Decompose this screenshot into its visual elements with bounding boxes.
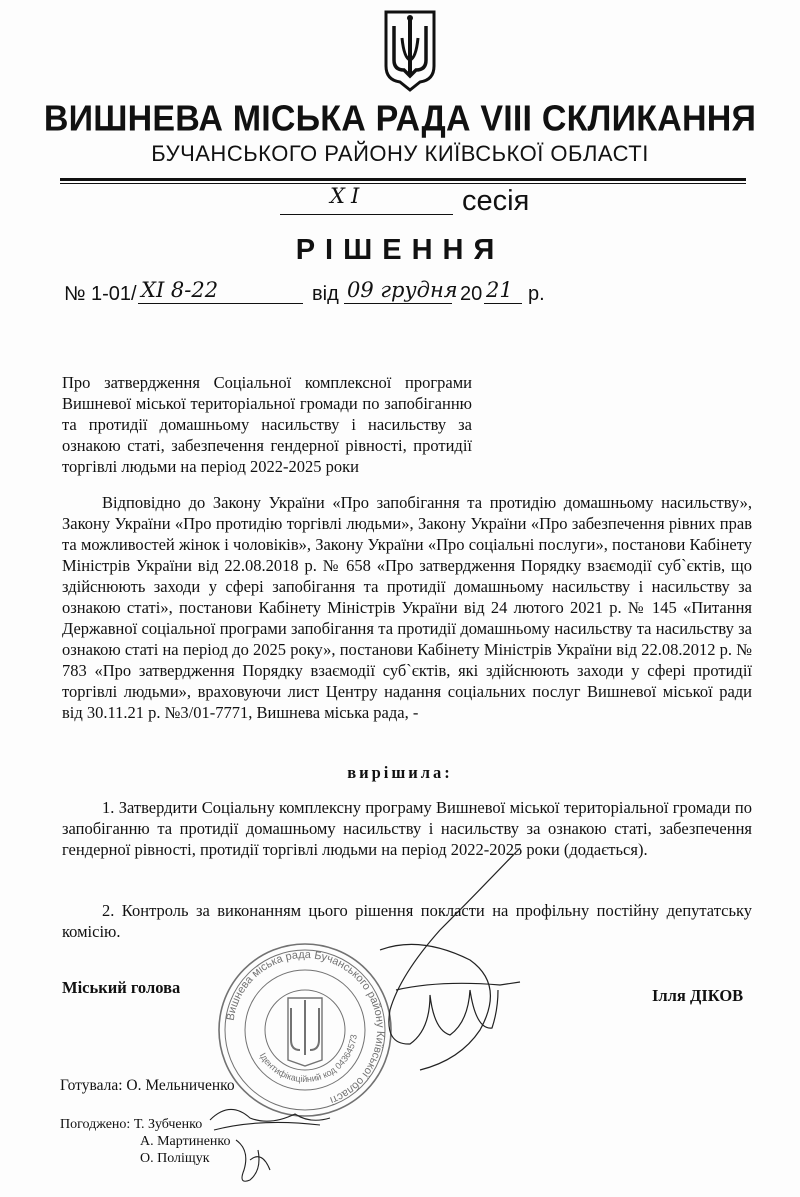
resolved-heading: вирішила: bbox=[347, 763, 453, 782]
header-rule-thick bbox=[60, 178, 746, 181]
official-seal-icon bbox=[219, 944, 391, 1116]
year-prefix: 20 bbox=[460, 283, 483, 305]
seal-code-text: Ідентифікаційний код 04364573 bbox=[257, 1033, 359, 1085]
decision-item-2: 2. Контроль за виконанням цього рішення покласти на профільну постійну депутатську комісію. bbox=[62, 901, 752, 941]
agreed-line-2 bbox=[60, 1133, 231, 1150]
header-rule-thin bbox=[60, 183, 746, 184]
agreed-label: Погоджено: bbox=[60, 1117, 131, 1132]
agreed-block bbox=[60, 1116, 231, 1167]
number-underline bbox=[138, 303, 303, 304]
district-subtitle: БУЧАНСЬКОГО РАЙОНУ КИЇВСЬКОЇ ОБЛАСТІ bbox=[151, 141, 649, 166]
decision-number-handwritten: XI 8-22 bbox=[141, 278, 219, 302]
date-handwritten: 09 грудня bbox=[347, 278, 458, 302]
trident-emblem-icon bbox=[382, 10, 438, 92]
prepared-by: Готувала: О. Мельниченко bbox=[60, 1077, 235, 1094]
agreed-line-1 bbox=[60, 1116, 231, 1133]
agreed-name: Т. Зубченко bbox=[133, 1117, 203, 1132]
decision-number-prefix: № 1-01/ bbox=[64, 283, 137, 305]
date-underline bbox=[344, 303, 452, 304]
signatory-title: Міський голова bbox=[62, 978, 181, 997]
preamble-paragraph: Відповідно до Закону України «Про запобігання та протидію домашньому насильству», Закону України «Про протидію торгівлі людьми», Закону України «Про забезпечення рівних прав та можливостей жінок і чоловіків», Закону України «Про соціальні послуги», постанови Кабінету Міністрів України від 22.08.2018 р. № 658 «Про затвердження Порядку взаємодії суб`єктів, що здійснюють заходи у сфері запобігання та протидії домашньому насильству і насильству за ознакою статі», постанови Кабінету Міністрів України від 24 лютого 2021 р. № 145 «Питання Державної соціальної програми запобігання та протидії домашньому насильству та насильству за ознакою статі на період до 2025 року», постанови Кабінету Міністрів України від 22.08.2012 р. № 783 «Про затвердження Порядку взаємодії суб`єктів, які здійснюють заходи у сфері протидії торгівлі людьми», враховуючи лист Центру надання соціальних послуг Вишневої міської ради від 30.11.21 р. №3/01-7771, Вишнева міська рада, - bbox=[62, 493, 752, 722]
agreed-name: А. Мартиненко bbox=[140, 1134, 231, 1149]
mayor-signature-icon bbox=[380, 848, 520, 1070]
session-number: XI bbox=[330, 184, 366, 208]
seal-ring-text: Вишнева міська рада Бучанського району Київської області bbox=[224, 948, 387, 1107]
signatory-name: Ілля ДІКОВ bbox=[652, 986, 744, 1005]
decision-subject: Про затвердження Соціальної комплексної програми Вишневої міської територіальної громади по запобіганню та протидії домашньому насильству і насильству за ознакою статі, забезпечення гендерної рівності, протидії торгівлі людьми на період 2022-2025 роки bbox=[62, 373, 472, 476]
date-from-label: від bbox=[312, 283, 339, 305]
session-underline bbox=[280, 214, 453, 215]
decision-item-1: 1. Затвердити Соціальну комплексну програму Вишневої міської територіальної громади по запобіганню та протидії домашньому насильству і насильству за ознакою статі, забезпечення гендерної рівності, протидії торгівлі людьми на період 2022-2025 роки (додається). bbox=[62, 798, 752, 859]
document-type-heading: РІШЕННЯ bbox=[295, 234, 505, 266]
session-label: сесія bbox=[462, 185, 530, 217]
year-suffix-handwritten: 21 bbox=[486, 278, 513, 302]
year-underline bbox=[484, 303, 522, 304]
year-end-label: р. bbox=[528, 283, 545, 305]
agreed-line-3 bbox=[60, 1150, 231, 1167]
agreed-name: О. Поліщук bbox=[140, 1151, 210, 1166]
council-title: ВИШНЕВА МІСЬКА РАДА VIII СКЛИКАННЯ bbox=[43, 99, 757, 139]
